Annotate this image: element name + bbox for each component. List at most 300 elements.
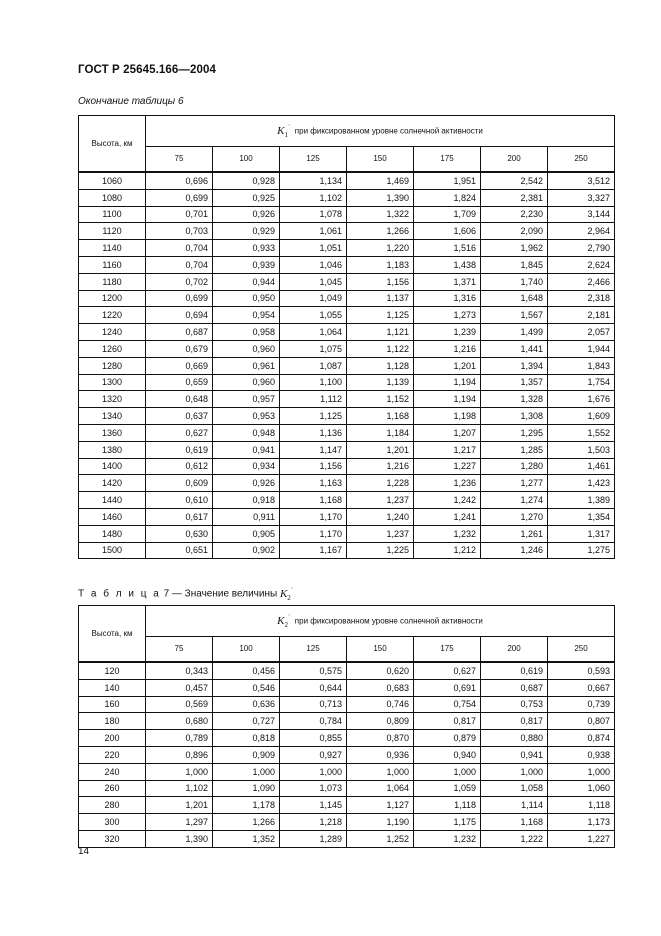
value-cell: 0,953 — [213, 408, 280, 425]
value-cell: 0,694 — [146, 307, 213, 324]
value-cell: 1,198 — [414, 408, 481, 425]
value-cell: 1,824 — [414, 189, 481, 206]
altitude-cell: 320 — [79, 830, 146, 847]
value-cell: 0,809 — [347, 713, 414, 730]
value-cell: 1,222 — [481, 830, 548, 847]
table-row — [79, 814, 615, 831]
table6-group-header — [146, 116, 615, 147]
altitude-cell: 1300 — [79, 374, 146, 391]
value-cell: 1,000 — [414, 763, 481, 780]
value-cell: 0,902 — [213, 542, 280, 559]
table-row — [79, 223, 615, 240]
value-cell: 1,000 — [347, 763, 414, 780]
value-cell: 1,503 — [548, 441, 615, 458]
value-cell: 0,817 — [414, 713, 481, 730]
altitude-cell: 200 — [79, 730, 146, 747]
value-cell: 0,880 — [481, 730, 548, 747]
value-cell: 1,075 — [280, 340, 347, 357]
value-cell: 2,181 — [548, 307, 615, 324]
altitude-cell: 1200 — [79, 290, 146, 307]
value-cell: 1,609 — [548, 408, 615, 425]
value-cell: 0,870 — [347, 730, 414, 747]
value-cell: 0,941 — [481, 746, 548, 763]
value-cell: 0,630 — [146, 525, 213, 542]
value-cell: 1,754 — [548, 374, 615, 391]
value-cell: 0,612 — [146, 458, 213, 475]
value-cell: 1,499 — [481, 324, 548, 341]
value-cell: 1,046 — [280, 256, 347, 273]
value-cell: 1,266 — [347, 223, 414, 240]
altitude-cell: 1400 — [79, 458, 146, 475]
altitude-cell: 180 — [79, 713, 146, 730]
value-cell: 1,216 — [414, 340, 481, 357]
value-cell: 1,225 — [347, 542, 414, 559]
value-cell: 0,702 — [146, 273, 213, 290]
table6-column-header: 150 — [347, 147, 414, 173]
value-cell: 0,746 — [347, 696, 414, 713]
value-cell: 1,090 — [213, 780, 280, 797]
value-cell: 0,687 — [481, 679, 548, 696]
value-cell: 0,918 — [213, 492, 280, 509]
altitude-cell: 120 — [79, 662, 146, 679]
value-cell: 1,201 — [347, 441, 414, 458]
value-cell: 1,078 — [280, 206, 347, 223]
value-cell: 1,055 — [280, 307, 347, 324]
table7-column-header: 125 — [280, 637, 347, 663]
value-cell: 0,703 — [146, 223, 213, 240]
value-cell: 1,236 — [414, 475, 481, 492]
value-cell: 0,691 — [414, 679, 481, 696]
value-cell: 0,343 — [146, 662, 213, 679]
value-cell: 1,201 — [146, 797, 213, 814]
table7-column-header: 75 — [146, 637, 213, 663]
page-number: 14 — [78, 846, 90, 857]
value-cell: 1,064 — [280, 324, 347, 341]
table-row — [79, 797, 615, 814]
value-cell: 0,957 — [213, 391, 280, 408]
altitude-cell: 240 — [79, 763, 146, 780]
table-row — [79, 780, 615, 797]
table-row — [79, 441, 615, 458]
value-cell: 1,944 — [548, 340, 615, 357]
value-cell: 0,818 — [213, 730, 280, 747]
value-cell: 0,713 — [280, 696, 347, 713]
value-cell: 0,637 — [146, 408, 213, 425]
value-cell: 0,936 — [347, 746, 414, 763]
value-cell: 1,240 — [347, 508, 414, 525]
table-row — [79, 391, 615, 408]
value-cell: 1,552 — [548, 424, 615, 441]
value-cell: 0,593 — [548, 662, 615, 679]
value-cell: 1,170 — [280, 525, 347, 542]
value-cell: 0,879 — [414, 730, 481, 747]
table-row — [79, 324, 615, 341]
value-cell: 0,704 — [146, 256, 213, 273]
value-cell: 1,000 — [481, 763, 548, 780]
value-cell: 1,317 — [548, 525, 615, 542]
value-cell: 1,328 — [481, 391, 548, 408]
table-row — [79, 189, 615, 206]
value-cell: 0,619 — [146, 441, 213, 458]
value-cell: 1,322 — [347, 206, 414, 223]
value-cell: 1,073 — [280, 780, 347, 797]
value-cell: 1,118 — [414, 797, 481, 814]
value-cell: 1,128 — [347, 357, 414, 374]
value-cell: 0,546 — [213, 679, 280, 696]
table-row — [79, 307, 615, 324]
table-row — [79, 256, 615, 273]
altitude-cell: 1240 — [79, 324, 146, 341]
value-cell: 1,274 — [481, 492, 548, 509]
value-cell: 0,648 — [146, 391, 213, 408]
table7-column-header: 250 — [548, 637, 615, 663]
value-cell: 1,216 — [347, 458, 414, 475]
table-row — [79, 408, 615, 425]
value-cell: 1,152 — [347, 391, 414, 408]
value-cell: 1,371 — [414, 273, 481, 290]
value-cell: 0,960 — [213, 374, 280, 391]
table-row — [79, 290, 615, 307]
value-cell: 0,617 — [146, 508, 213, 525]
table-row — [79, 713, 615, 730]
value-cell: 2,624 — [548, 256, 615, 273]
value-cell: 1,441 — [481, 340, 548, 357]
table-row — [79, 458, 615, 475]
value-cell: 0,909 — [213, 746, 280, 763]
value-cell: 1,178 — [213, 797, 280, 814]
table-7 — [78, 605, 615, 848]
table7-group-text: при фиксированном уровне солнечной активности — [294, 616, 483, 626]
value-cell: 1,232 — [414, 830, 481, 847]
value-cell: 1,297 — [146, 814, 213, 831]
value-cell: 2,230 — [481, 206, 548, 223]
value-cell: 1,648 — [481, 290, 548, 307]
value-cell: 1,127 — [347, 797, 414, 814]
altitude-cell: 1180 — [79, 273, 146, 290]
value-cell: 1,962 — [481, 240, 548, 257]
value-cell: 0,699 — [146, 189, 213, 206]
value-cell: 0,651 — [146, 542, 213, 559]
value-cell: 1,277 — [481, 475, 548, 492]
table7-row-header: Высота, км — [79, 606, 146, 663]
value-cell: 1,239 — [414, 324, 481, 341]
table-row — [79, 696, 615, 713]
value-cell: 0,926 — [213, 206, 280, 223]
value-cell: 1,212 — [414, 542, 481, 559]
value-cell: 0,696 — [146, 172, 213, 189]
value-cell: 0,669 — [146, 357, 213, 374]
value-cell: 0,569 — [146, 696, 213, 713]
value-cell: 1,280 — [481, 458, 548, 475]
value-cell: 1,285 — [481, 441, 548, 458]
value-cell: 1,137 — [347, 290, 414, 307]
value-cell: 1,156 — [280, 458, 347, 475]
value-cell: 3,327 — [548, 189, 615, 206]
altitude-cell: 1280 — [79, 357, 146, 374]
value-cell: 1,237 — [347, 525, 414, 542]
value-cell: 0,934 — [213, 458, 280, 475]
value-cell: 0,927 — [280, 746, 347, 763]
altitude-cell: 1360 — [79, 424, 146, 441]
table-row — [79, 340, 615, 357]
value-cell: 0,874 — [548, 730, 615, 747]
altitude-cell: 1460 — [79, 508, 146, 525]
value-cell: 1,567 — [481, 307, 548, 324]
altitude-cell: 1080 — [79, 189, 146, 206]
value-cell: 1,218 — [280, 814, 347, 831]
value-cell: 0,679 — [146, 340, 213, 357]
value-cell: 0,727 — [213, 713, 280, 730]
value-cell: 1,184 — [347, 424, 414, 441]
value-cell: 1,217 — [414, 441, 481, 458]
value-cell: 2,381 — [481, 189, 548, 206]
table-row — [79, 475, 615, 492]
table6-row-header: Высота, км — [79, 116, 146, 173]
k2-symbol: $K_2^`$ — [279, 586, 294, 602]
table-row — [79, 763, 615, 780]
table6-caption: Окончание таблицы 6 — [78, 96, 184, 107]
value-cell: 1,951 — [414, 172, 481, 189]
altitude-cell: 1120 — [79, 223, 146, 240]
value-cell: 1,064 — [347, 780, 414, 797]
value-cell: 0,940 — [414, 746, 481, 763]
value-cell: 0,939 — [213, 256, 280, 273]
altitude-cell: 1440 — [79, 492, 146, 509]
value-cell: 1,295 — [481, 424, 548, 441]
value-cell: 1,389 — [548, 492, 615, 509]
table-row — [79, 172, 615, 189]
altitude-cell: 1340 — [79, 408, 146, 425]
table7-column-header: 175 — [414, 637, 481, 663]
value-cell: 0,659 — [146, 374, 213, 391]
value-cell: 0,807 — [548, 713, 615, 730]
value-cell: 1,136 — [280, 424, 347, 441]
value-cell: 0,754 — [414, 696, 481, 713]
value-cell: 1,190 — [347, 814, 414, 831]
value-cell: 1,289 — [280, 830, 347, 847]
table-row — [79, 357, 615, 374]
value-cell: 0,960 — [213, 340, 280, 357]
value-cell: 0,925 — [213, 189, 280, 206]
value-cell: 1,270 — [481, 508, 548, 525]
value-cell: 1,354 — [548, 508, 615, 525]
value-cell: 1,241 — [414, 508, 481, 525]
value-cell: 1,121 — [347, 324, 414, 341]
value-cell: 0,928 — [213, 172, 280, 189]
table-row — [79, 424, 615, 441]
table-row — [79, 374, 615, 391]
value-cell: 1,087 — [280, 357, 347, 374]
value-cell: 1,102 — [146, 780, 213, 797]
value-cell: 1,134 — [280, 172, 347, 189]
value-cell: 1,156 — [347, 273, 414, 290]
value-cell: 1,100 — [280, 374, 347, 391]
value-cell: 1,059 — [414, 780, 481, 797]
value-cell: 1,461 — [548, 458, 615, 475]
value-cell: 0,575 — [280, 662, 347, 679]
value-cell: 2,057 — [548, 324, 615, 341]
value-cell: 0,941 — [213, 441, 280, 458]
value-cell: 1,390 — [347, 189, 414, 206]
table-row — [79, 206, 615, 223]
value-cell: 1,000 — [146, 763, 213, 780]
k1-symbol: $K_1^`$ — [277, 123, 291, 139]
table-row — [79, 492, 615, 509]
table-row — [79, 830, 615, 847]
value-cell: 2,466 — [548, 273, 615, 290]
value-cell: 0,961 — [213, 357, 280, 374]
value-cell: 1,709 — [414, 206, 481, 223]
value-cell: 0,896 — [146, 746, 213, 763]
value-cell: 0,627 — [146, 424, 213, 441]
value-cell: 0,905 — [213, 525, 280, 542]
value-cell: 1,168 — [280, 492, 347, 509]
value-cell: 0,704 — [146, 240, 213, 257]
value-cell: 0,950 — [213, 290, 280, 307]
value-cell: 0,457 — [146, 679, 213, 696]
value-cell: 1,000 — [548, 763, 615, 780]
value-cell: 0,753 — [481, 696, 548, 713]
value-cell: 1,261 — [481, 525, 548, 542]
altitude-cell: 1140 — [79, 240, 146, 257]
value-cell: 0,636 — [213, 696, 280, 713]
value-cell: 0,619 — [481, 662, 548, 679]
value-cell: 0,926 — [213, 475, 280, 492]
value-cell: 1,118 — [548, 797, 615, 814]
value-cell: 0,680 — [146, 713, 213, 730]
value-cell: 1,316 — [414, 290, 481, 307]
value-cell: 1,000 — [280, 763, 347, 780]
altitude-cell: 1220 — [79, 307, 146, 324]
value-cell: 1,168 — [481, 814, 548, 831]
table-row — [79, 240, 615, 257]
table-row — [79, 662, 615, 679]
table7-group-header — [146, 606, 615, 637]
altitude-cell: 1380 — [79, 441, 146, 458]
altitude-cell: 300 — [79, 814, 146, 831]
value-cell: 1,275 — [548, 542, 615, 559]
table-row — [79, 508, 615, 525]
table-row — [79, 679, 615, 696]
value-cell: 1,201 — [414, 357, 481, 374]
value-cell: 0,929 — [213, 223, 280, 240]
value-cell: 1,843 — [548, 357, 615, 374]
table6-column-header: 175 — [414, 147, 481, 173]
altitude-cell: 1480 — [79, 525, 146, 542]
value-cell: 1,147 — [280, 441, 347, 458]
value-cell: 0,620 — [347, 662, 414, 679]
altitude-cell: 220 — [79, 746, 146, 763]
value-cell: 1,273 — [414, 307, 481, 324]
table-row — [79, 273, 615, 290]
table-row — [79, 746, 615, 763]
value-cell: 3,144 — [548, 206, 615, 223]
value-cell: 2,090 — [481, 223, 548, 240]
value-cell: 1,045 — [280, 273, 347, 290]
table-row — [79, 730, 615, 747]
value-cell: 1,060 — [548, 780, 615, 797]
value-cell: 1,606 — [414, 223, 481, 240]
table6-column-header: 75 — [146, 147, 213, 173]
value-cell: 1,170 — [280, 508, 347, 525]
table7-caption: Т а б л и ц а 7 — Значение величины $K_2^`$ — [78, 586, 294, 602]
table7-column-header: 200 — [481, 637, 548, 663]
value-cell: 1,000 — [213, 763, 280, 780]
value-cell: 1,308 — [481, 408, 548, 425]
value-cell: 0,933 — [213, 240, 280, 257]
table-row — [79, 542, 615, 559]
value-cell: 1,390 — [146, 830, 213, 847]
value-cell: 1,125 — [347, 307, 414, 324]
value-cell: 1,183 — [347, 256, 414, 273]
k2-symbol: $K_2^`$ — [277, 613, 291, 629]
value-cell: 0,739 — [548, 696, 615, 713]
value-cell: 3,512 — [548, 172, 615, 189]
value-cell: 0,784 — [280, 713, 347, 730]
value-cell: 1,246 — [481, 542, 548, 559]
value-cell: 1,252 — [347, 830, 414, 847]
value-cell: 0,687 — [146, 324, 213, 341]
value-cell: 2,790 — [548, 240, 615, 257]
value-cell: 1,266 — [213, 814, 280, 831]
value-cell: 1,102 — [280, 189, 347, 206]
altitude-cell: 1100 — [79, 206, 146, 223]
value-cell: 0,609 — [146, 475, 213, 492]
value-cell: 0,817 — [481, 713, 548, 730]
value-cell: 1,049 — [280, 290, 347, 307]
value-cell: 0,667 — [548, 679, 615, 696]
document-header: ГОСТ Р 25645.166—2004 — [78, 64, 216, 76]
value-cell: 1,423 — [548, 475, 615, 492]
table-row — [79, 525, 615, 542]
table6-group-text: при фиксированном уровне солнечной активности — [294, 126, 483, 136]
value-cell: 1,058 — [481, 780, 548, 797]
value-cell: 1,168 — [347, 408, 414, 425]
value-cell: 1,469 — [347, 172, 414, 189]
value-cell: 1,227 — [548, 830, 615, 847]
value-cell: 0,855 — [280, 730, 347, 747]
value-cell: 2,542 — [481, 172, 548, 189]
table6-column-header: 100 — [213, 147, 280, 173]
table-6 — [78, 115, 615, 559]
value-cell: 1,220 — [347, 240, 414, 257]
table6-column-header: 200 — [481, 147, 548, 173]
altitude-cell: 1420 — [79, 475, 146, 492]
value-cell: 1,163 — [280, 475, 347, 492]
value-cell: 0,699 — [146, 290, 213, 307]
value-cell: 1,237 — [347, 492, 414, 509]
value-cell: 1,145 — [280, 797, 347, 814]
value-cell: 0,948 — [213, 424, 280, 441]
value-cell: 1,242 — [414, 492, 481, 509]
value-cell: 1,112 — [280, 391, 347, 408]
value-cell: 0,911 — [213, 508, 280, 525]
value-cell: 1,740 — [481, 273, 548, 290]
altitude-cell: 1060 — [79, 172, 146, 189]
value-cell: 1,122 — [347, 340, 414, 357]
table6-column-header: 125 — [280, 147, 347, 173]
altitude-cell: 140 — [79, 679, 146, 696]
value-cell: 1,125 — [280, 408, 347, 425]
value-cell: 1,194 — [414, 374, 481, 391]
value-cell: 1,676 — [548, 391, 615, 408]
value-cell: 1,139 — [347, 374, 414, 391]
value-cell: 0,701 — [146, 206, 213, 223]
altitude-cell: 160 — [79, 696, 146, 713]
value-cell: 1,167 — [280, 542, 347, 559]
value-cell: 1,051 — [280, 240, 347, 257]
altitude-cell: 1500 — [79, 542, 146, 559]
